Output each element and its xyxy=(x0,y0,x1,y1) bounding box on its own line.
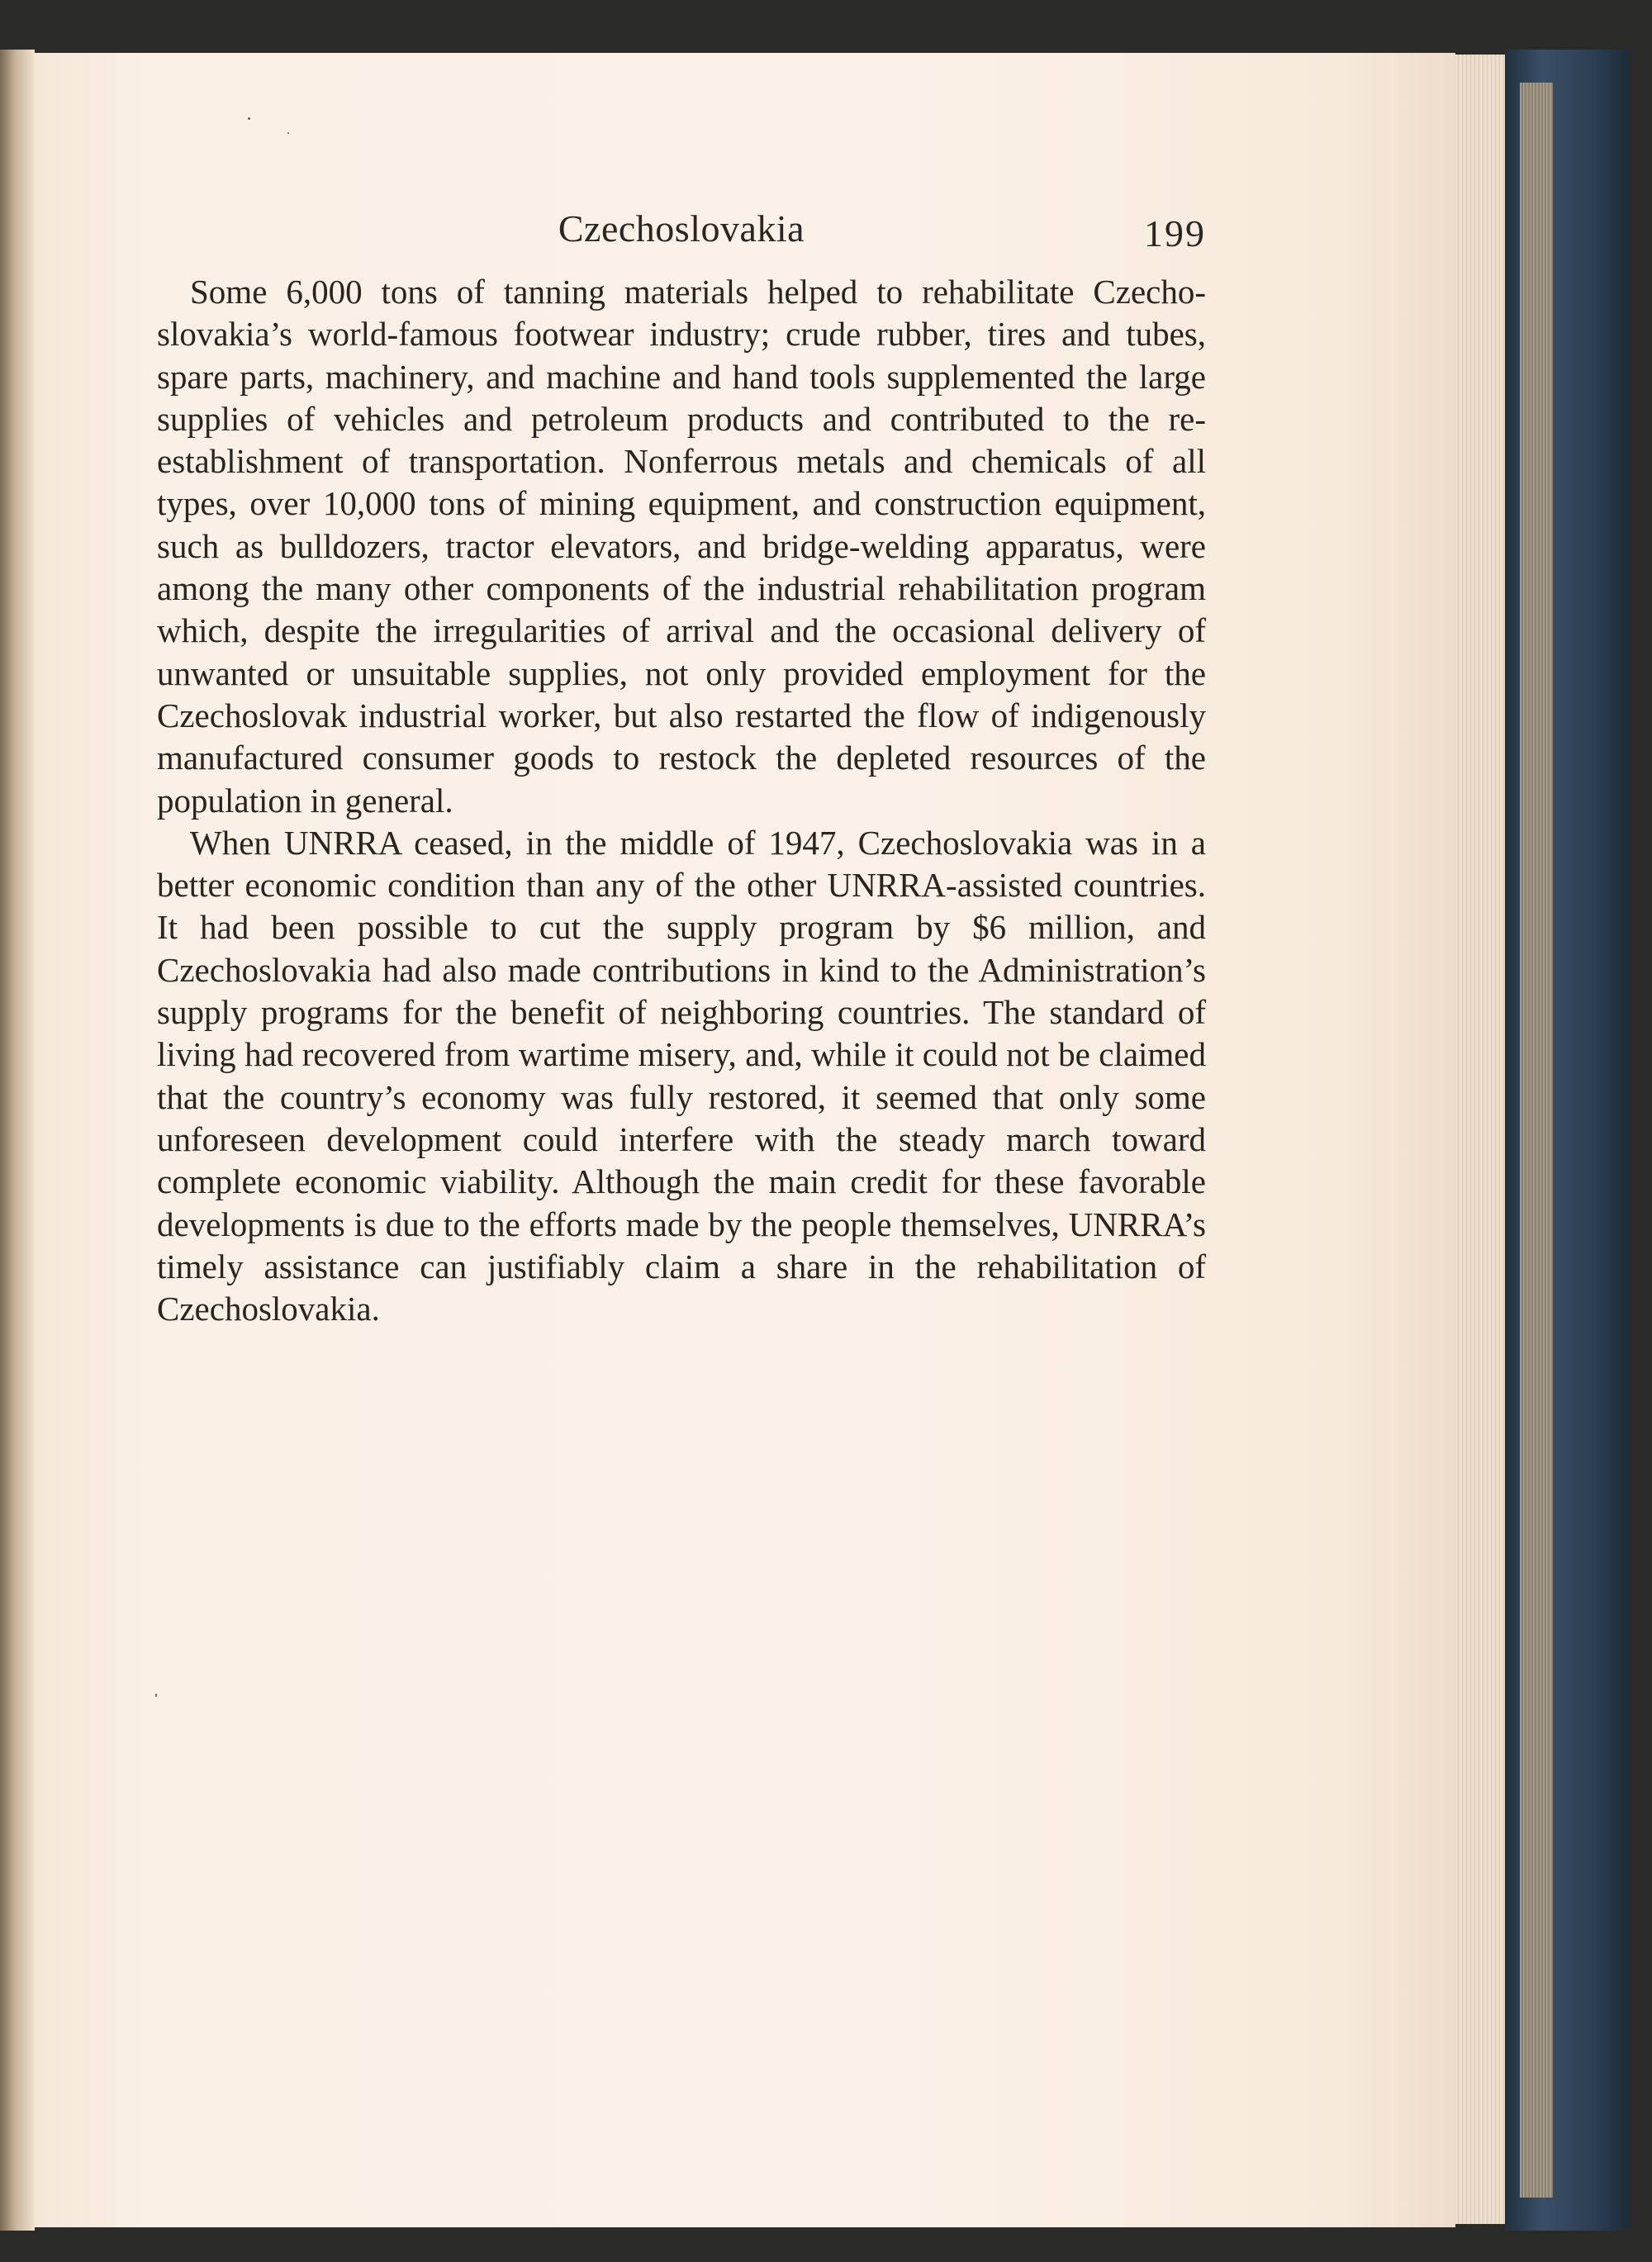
body-text xyxy=(157,271,1206,1330)
page-block-edge xyxy=(1520,83,1553,2198)
paper-speck xyxy=(155,1694,157,1697)
running-head: Czechoslovakia xyxy=(558,207,805,249)
page-stack-edges xyxy=(1455,55,1505,2224)
page-number: 199 xyxy=(1144,212,1206,254)
paragraph-2: When UNRRA ceased, in the middle of 1947, Czechoslovakia was in a better economic condition than any of the other UNRRA-assisted countries. It had been possible to cut the supply program by $6 million, and Czechoslovakia had also made contributions in kind to the Administration’s supply programs for the benefit of neighboring countries. The standard of living had recovered from wartime misery, and, while it could not be claimed that the country’s economy was fully restored, it seemed that only some unforeseen development could interfere with the steady march toward complete economic viability. Although the main credit for these favorable developments is due to the efforts made by the people themselves, UNRRA’s timely assistance can justifiably claim a share in the rehabilitation of Czechoslovakia. xyxy=(157,823,1206,1328)
paper-speck xyxy=(248,117,250,120)
previous-page-edge xyxy=(0,50,35,2231)
paper-speck xyxy=(287,132,289,134)
paragraph-1: Some 6,000 tons of tanning materials helped to rehabilitate Czechoslovakia’s world-famous footwear industry; crude rubber, tires and tubes, spare parts, machinery, and machine and hand tools supplemented the large supplies of vehicles and petroleum products and contributed to the re-establishment of transportation. Nonferrous metals and chemicals of all types, over 10,000 tons of mining equipment, and construction equipment, such as bulldozers, tractor elevators, and bridge-welding apparatus, were among the many other components of the industrial rehabilitation program which, despite the irregularities of arrival and the occasional delivery of unwanted or unsuitable supplies, not only provided employment for the Czechoslovak industrial worker, but also restarted the flow of indigenously manufactured consumer goods to restock the depleted resources of the population in general. xyxy=(157,273,1206,820)
page-header xyxy=(157,207,1206,264)
